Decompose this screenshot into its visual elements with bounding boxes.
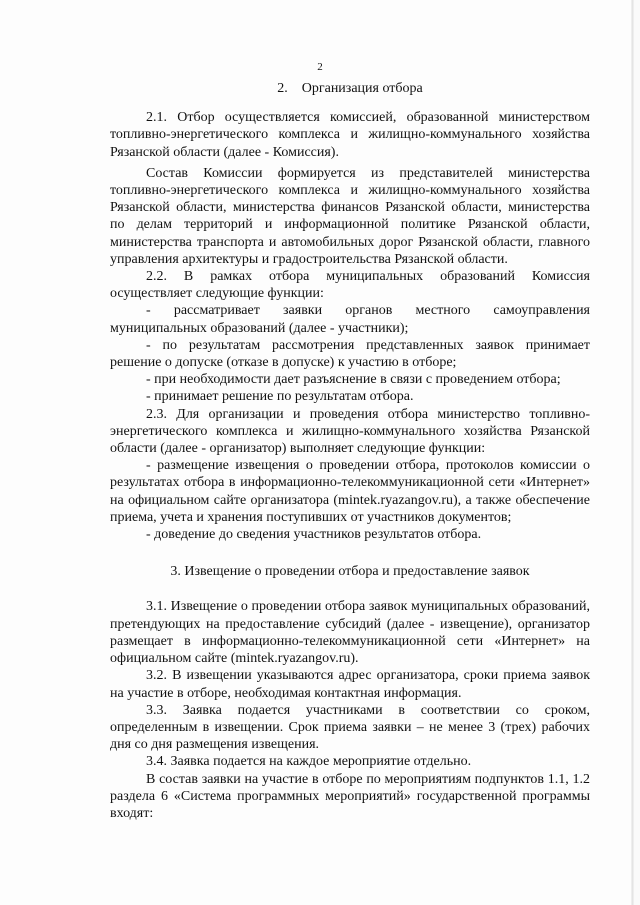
section-2-heading: 2. Организация отбора xyxy=(277,81,423,96)
organizer-function-item: - доведение до сведения участников результатов отбора. xyxy=(146,527,482,543)
paragraph-2-3: 2.3. Для организации и проведения отбора министерство топливно-энергетического комплекса и жилищно-коммунального хозяйства Рязанской области (далее - организатор) выполняет следующие функции: xyxy=(110,406,590,457)
commission-function-item: - принимает решение по результатам отбора. xyxy=(146,389,414,405)
paragraph-3-3: 3.3. Заявка подается участниками в соответствии со сроком, определенным в извещении. Срок приема заявки – не менее 3 (трех) рабочих дня со дня размещения извещения. xyxy=(110,702,590,753)
document-body xyxy=(110,80,590,822)
page-number: 2 xyxy=(317,61,323,73)
paragraph-commission-composition: Состав Комиссии формируется из представителей министерства топливно-энергетического комплекса и жилищно-коммунального хозяйства Рязанской области, министерства финансов Рязанской области, министерства по делам территорий и информационной политике Рязанской области, министерства транспорта и автомобильных дорог Рязанской области, главного управления архитектуры и градостроительства Рязанской области. xyxy=(110,165,590,267)
commission-function-item: - рассматривает заявки органов местного самоуправления муниципальных образований (далее - участники); xyxy=(110,303,590,336)
commission-function-item: - по результатам рассмотрения представленных заявок принимает решение о допуске (отказе в допуске) к участию в отборе; xyxy=(110,337,590,371)
organizer-function-item: - размещение извещения о проведении отбора, протоколов комиссии о результатах отбора в информационно-телекоммуникационной сети «Интернет» на официальном сайте организатора (mintek.ryazangov.ru), а также обеспечение приема, учета и хранения поступивших от участников документов; xyxy=(110,458,590,525)
scan-edge-line xyxy=(631,0,634,905)
commission-function-item: - при необходимости дает разъяснение в связи с проведением отбора; xyxy=(146,372,561,388)
paragraph-3-1: 3.1. Извещение о проведении отбора заявок муниципальных образований, претендующих на предоставление субсидий (далее - извещение), организатор размещает в информационно-телекоммуникационной сети «Интернет» на официальном сайте (mintek.ryazangov.ru). xyxy=(110,599,590,667)
scan-margin xyxy=(634,0,640,905)
paragraph-2-1: 2.1. Отбор осуществляется комиссией, образованной министерством топливно-энергетического комплекса и жилищно-коммунального хозяйства Рязанской области (далее - Комиссия). xyxy=(110,110,590,160)
paragraph-2-2: 2.2. В рамках отбора муниципальных образований Комиссия осуществляет следующие функции: xyxy=(110,269,590,302)
paragraph-application-composition: В состав заявки на участие в отборе по мероприятиям подпунктов 1.1, 1.2 раздела 6 «Система программных мероприятий» государственной программы входят: xyxy=(110,771,590,821)
paragraph-3-4: 3.4. Заявка подается на каждое мероприятие отдельно. xyxy=(146,754,472,770)
paragraph-3-2: 3.2. В извещении указываются адрес организатора, сроки приема заявок на участие в отборе, необходимая контактная информация. xyxy=(110,668,590,701)
section-3-heading: 3. Извещение о проведении отбора и предоставление заявок xyxy=(170,564,530,580)
